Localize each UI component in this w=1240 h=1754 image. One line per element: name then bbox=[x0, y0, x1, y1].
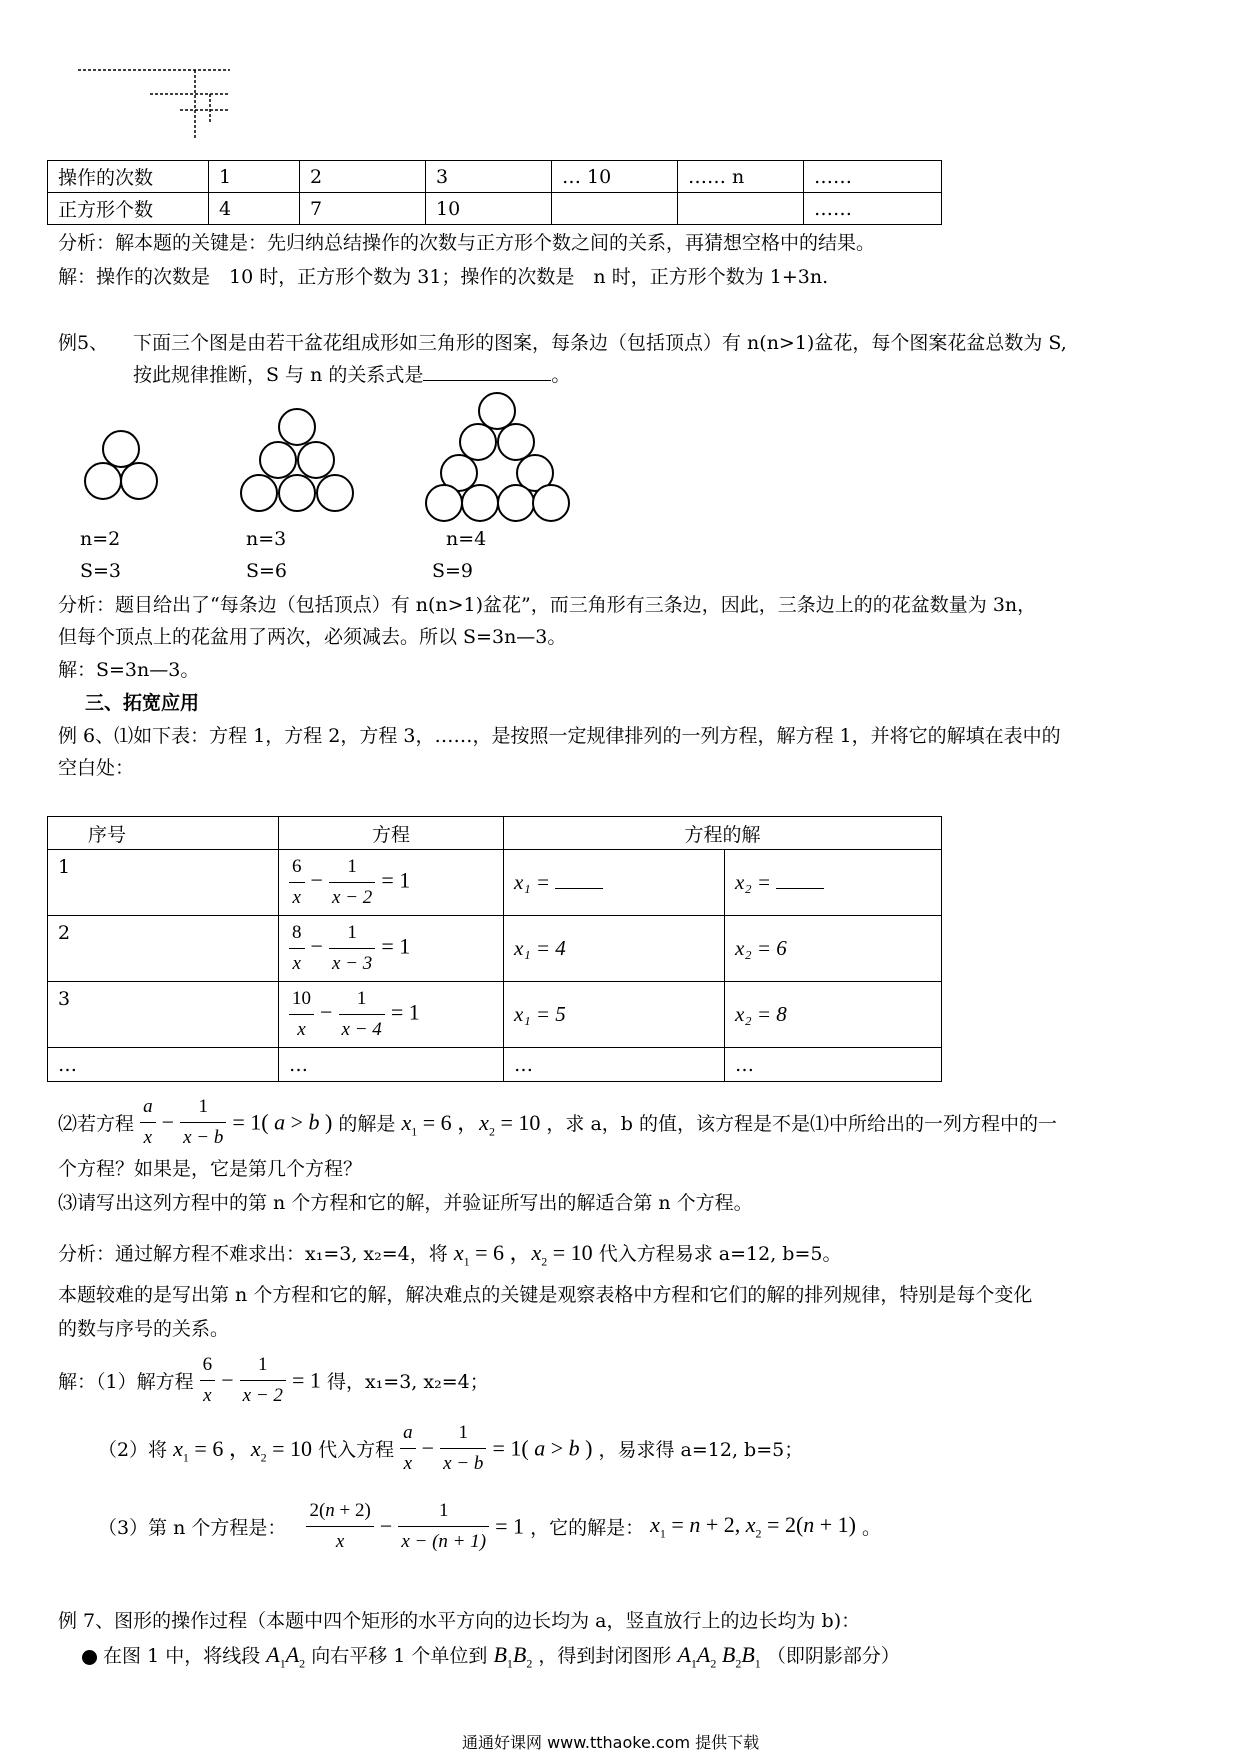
fraction: $\frac{1}{x - b}$ bbox=[180, 1092, 226, 1153]
figure-caption-n: n=2 bbox=[80, 528, 121, 550]
table-row bbox=[48, 982, 942, 1048]
example-6-analysis: 分析：通过解方程不难求出：x₁=3, x₂=4，将 $x_1 = 6$ ，$x_2 = 10$ 代入方程易求 a=12, b=5。 bbox=[58, 1240, 842, 1269]
flower-pot-circle bbox=[316, 474, 354, 512]
analysis-text: 分析：通过解方程不难求出：x₁=3, x₂=4，将 bbox=[58, 1243, 448, 1265]
table-cell: 1 bbox=[209, 161, 300, 193]
example-5-label: 例5、 bbox=[58, 332, 109, 354]
example-5-solution: 解：S=3n—3。 bbox=[58, 659, 200, 681]
fraction: $\frac{1}{x - 2}$ bbox=[329, 852, 375, 913]
table-cell: 10 bbox=[426, 193, 552, 225]
table-cell: …… bbox=[804, 161, 942, 193]
question-3: ⑶请写出这列方程中的第 n 个方程和它的解，并验证所写出的解适合第 n 个方程。 bbox=[58, 1192, 753, 1214]
row-index: 3 bbox=[48, 982, 279, 1048]
solution-x1 bbox=[504, 982, 725, 1048]
flower-pot-circle bbox=[240, 474, 278, 512]
table-cell: … 10 bbox=[552, 161, 678, 193]
fraction: $\frac{a}{x}$ bbox=[140, 1092, 156, 1153]
ellipsis-cell: … bbox=[48, 1048, 279, 1082]
example-7-text: ，得到封闭图形 bbox=[538, 1645, 672, 1667]
q2-text: ，求 a，b 的值，该方程是不是⑴中所给出的一列方程中的一 bbox=[546, 1113, 1057, 1135]
fraction: $\frac{8}{x}$ bbox=[289, 918, 305, 979]
flower-pot-circle bbox=[497, 484, 535, 522]
example-5-analysis-1: 分析：题目给出了“每条边（包括顶点）有 n(n>1)盆花”，而三角形有三条边，因此，三条边上的的花盆数量为 3n， bbox=[58, 594, 1037, 616]
example-6-line2: 空白处： bbox=[58, 757, 135, 779]
solution-value: x₂ = 8 bbox=[735, 1002, 787, 1026]
column-header: 方程 bbox=[279, 817, 504, 850]
flower-pot-circle bbox=[120, 462, 158, 500]
table-cell: …… n bbox=[678, 161, 804, 193]
analysis-paragraph: 分析：解本题的关键是：先归纳总结操作的次数与正方形个数之间的关系，再猜想空格中的结果。 bbox=[58, 232, 876, 254]
operations-table bbox=[47, 160, 942, 225]
fraction: $\frac{2(n + 2)}{x}$ bbox=[306, 1496, 373, 1557]
table-row bbox=[48, 1048, 942, 1082]
example-5-question: 按此规律推断，S 与 n 的关系式是 bbox=[133, 364, 424, 386]
example-6-line1: 例 6、⑴如下表：方程 1，方程 2，方程 3，……，是按照一定规律排列的一列方程，解方程 1，并将它的解填在表中的 bbox=[58, 725, 1061, 747]
table-row bbox=[48, 850, 942, 916]
figure-caption-s: S=6 bbox=[246, 560, 288, 582]
fraction: $\frac{a}{x}$ bbox=[400, 1418, 416, 1479]
table-cell: 7 bbox=[300, 193, 426, 225]
flower-pot-circle bbox=[278, 408, 316, 446]
equation-cell: $\frac{10}{x}$ − $\frac{1}{x - 4}$ = 1 bbox=[279, 982, 504, 1048]
ellipsis-cell: … bbox=[725, 1048, 942, 1082]
equations-table bbox=[47, 816, 942, 1082]
solution-2: （2）将 $x_1 = 6$ ，$x_2 = 10$ 代入方程 $\frac{a}{x}$ − $\frac{1}{x - b}$ = 1( a > b ) ，易求得 a=12, b=5； bbox=[98, 1418, 803, 1479]
flower-pot-circle bbox=[532, 484, 570, 522]
solution-text: ，易求得 a=12, b=5； bbox=[598, 1439, 804, 1461]
example-7-text: 向右平移 1 个单位到 bbox=[311, 1645, 488, 1667]
example-5-line2 bbox=[133, 362, 570, 388]
flower-pattern-n2 bbox=[84, 430, 159, 505]
solution-x2 bbox=[725, 982, 942, 1048]
row-header: 正方形个数 bbox=[48, 193, 209, 225]
q2-text: 的解是 bbox=[338, 1113, 396, 1135]
solution-x1 bbox=[504, 850, 725, 916]
q2-text: ⑵若方程 bbox=[58, 1113, 135, 1135]
solution-text: （3）第 n 个方程是： bbox=[98, 1517, 287, 1539]
row-header: 操作的次数 bbox=[48, 161, 209, 193]
solution-paragraph: 解：操作的次数是 10 时，正方形个数为 31；操作的次数是 n 时，正方形个数为 1+3n. bbox=[58, 266, 829, 288]
flower-pattern-n4 bbox=[425, 392, 570, 524]
row-index: 1 bbox=[48, 850, 279, 916]
table-cell: …… bbox=[804, 193, 942, 225]
table-cell bbox=[678, 193, 804, 225]
flower-pot-circle bbox=[297, 441, 335, 479]
solution-value: x₁ = 5 bbox=[514, 1002, 566, 1026]
numerator: 8 bbox=[289, 918, 305, 949]
solution-x2 bbox=[725, 850, 942, 916]
denominator: x − 3 bbox=[332, 953, 373, 974]
example-5-line1: 下面三个图是由若干盆花组成形如三角形的图案，每条边（包括顶点）有 n(n>1)盆花，每个图案花盆总数为 S, bbox=[133, 332, 1067, 354]
table-cell bbox=[552, 193, 678, 225]
fraction: $\frac{1}{x - 4}$ bbox=[339, 984, 385, 1045]
figure-caption-s: S=3 bbox=[80, 560, 122, 582]
table-row bbox=[48, 916, 942, 982]
fraction: $\frac{6}{x}$ bbox=[289, 852, 305, 913]
table-cell: 3 bbox=[426, 161, 552, 193]
solution-x1 bbox=[504, 916, 725, 982]
flower-pot-circle bbox=[425, 484, 463, 522]
solution-text: （2）将 bbox=[98, 1439, 168, 1461]
flower-pot-circle bbox=[84, 462, 122, 500]
difficulty-line1: 本题较难的是写出第 n 个方程和它的解，解决难点的关键是观察表格中方程和它们的解的排列规律，特别是每个变化 bbox=[58, 1284, 1033, 1306]
denominator: x − 4 bbox=[341, 1019, 382, 1040]
analysis-text: 代入方程易求 a=12, b=5。 bbox=[598, 1243, 842, 1265]
solution-value: x₂ = 6 bbox=[735, 936, 787, 960]
fraction: $\frac{1}{x - 3}$ bbox=[329, 918, 375, 979]
answer-blank bbox=[555, 870, 603, 889]
solution-text: 解：（1）解方程 bbox=[58, 1371, 194, 1393]
bullet-icon bbox=[82, 1650, 97, 1665]
solution-x2 bbox=[725, 916, 942, 982]
table-header-row bbox=[48, 817, 942, 850]
solution-text: 。 bbox=[862, 1517, 882, 1539]
ellipsis-cell: … bbox=[279, 1048, 504, 1082]
table-row bbox=[48, 161, 942, 193]
denominator: x − 2 bbox=[332, 887, 373, 908]
example-7-text: （即阴影部分） bbox=[766, 1645, 900, 1667]
table-cell: 4 bbox=[209, 193, 300, 225]
difficulty-line2: 的数与序号的关系。 bbox=[58, 1318, 230, 1340]
period: 。 bbox=[551, 364, 571, 386]
solution-text: ，它的解是： bbox=[530, 1517, 645, 1539]
fraction: $\frac{10}{x}$ bbox=[289, 984, 314, 1045]
example-7-line1: 例 7、图形的操作过程（本题中四个矩形的水平方向的边长均为 a，竖直放行上的边长均为 b)： bbox=[58, 1610, 861, 1632]
example-7-line2: 在图 1 中，将线段 $A_1A_2$ 向右平移 1 个单位到 $B_1B_2$ ，得到封闭图形 $A_1A_2$ $B_2B_1$ （即阴影部分） bbox=[82, 1640, 900, 1678]
figure-caption-n: n=3 bbox=[246, 528, 287, 550]
equation-cell: $\frac{6}{x}$ − $\frac{1}{x - 2}$ = 1 bbox=[279, 850, 504, 916]
figure-caption-n: n=4 bbox=[446, 528, 487, 550]
ellipsis-cell: … bbox=[504, 1048, 725, 1082]
section-heading: 三、拓宽应用 bbox=[85, 692, 200, 714]
fraction: $\frac{1}{x - (n + 1)}$ bbox=[398, 1496, 489, 1557]
row-index: 2 bbox=[48, 916, 279, 982]
top-figure-fragment bbox=[70, 62, 230, 142]
solution-1: 解：（1）解方程 $\frac{6}{x}$ − $\frac{1}{x - 2}$ = 1 得，x₁=3, x₂=4； bbox=[58, 1350, 489, 1411]
table-row bbox=[48, 193, 942, 225]
solution-label: x₂ = bbox=[735, 870, 777, 894]
solution-3: （3）第 n 个方程是： $\frac{2(n + 2)}{x}$ − $\frac{1}{x - (n + 1)}$ = 1 ，它的解是： $x_1 = n + 2$, $x_2 = 2(n + 1)$ 。 bbox=[98, 1496, 881, 1557]
solution-label: x₁ = bbox=[514, 870, 556, 894]
question-2-line1: ⑵若方程 $\frac{a}{x}$ − $\frac{1}{x - b}$ = 1( a > b ) 的解是 $x_1 = 6$ ，$x_2 = 10$ ，求 a，b 的值，该方程是不是⑴中所给出的一列方程中的一 bbox=[58, 1092, 1057, 1153]
flower-pot-circle bbox=[278, 474, 316, 512]
example-5-analysis-2: 但每个顶点上的花盆用了两次，必须减去。所以 S=3n—3。 bbox=[58, 626, 567, 648]
solution-value: x₁ = 4 bbox=[514, 936, 566, 960]
figure-caption-s: S=9 bbox=[432, 560, 474, 582]
flower-pattern-n3 bbox=[240, 408, 355, 518]
numerator: 10 bbox=[289, 984, 314, 1015]
fraction: $\frac{1}{x - b}$ bbox=[440, 1418, 486, 1479]
flower-pot-circle bbox=[259, 441, 297, 479]
fraction: $\frac{6}{x}$ bbox=[200, 1350, 216, 1411]
numerator: 6 bbox=[289, 852, 305, 883]
solution-text: 代入方程 bbox=[318, 1439, 395, 1461]
flower-pot-circle bbox=[461, 484, 499, 522]
question-2-line2: 个方程？如果是，它是第几个方程？ bbox=[58, 1158, 363, 1180]
solution-text: 得，x₁=3, x₂=4； bbox=[326, 1371, 489, 1393]
equation-cell: $\frac{8}{x}$ − $\frac{1}{x - 3}$ = 1 bbox=[279, 916, 504, 982]
column-header: 序号 bbox=[48, 817, 279, 850]
example-7-text: 在图 1 中，将线段 bbox=[103, 1645, 261, 1667]
footer: 通通好课网 www.tthaoke.com 提供下载 bbox=[462, 1733, 760, 1752]
fraction: $\frac{1}{x - 2}$ bbox=[240, 1350, 286, 1411]
answer-blank bbox=[423, 362, 551, 381]
answer-blank bbox=[776, 870, 824, 889]
table-cell: 2 bbox=[300, 161, 426, 193]
column-header: 方程的解 bbox=[504, 817, 942, 850]
